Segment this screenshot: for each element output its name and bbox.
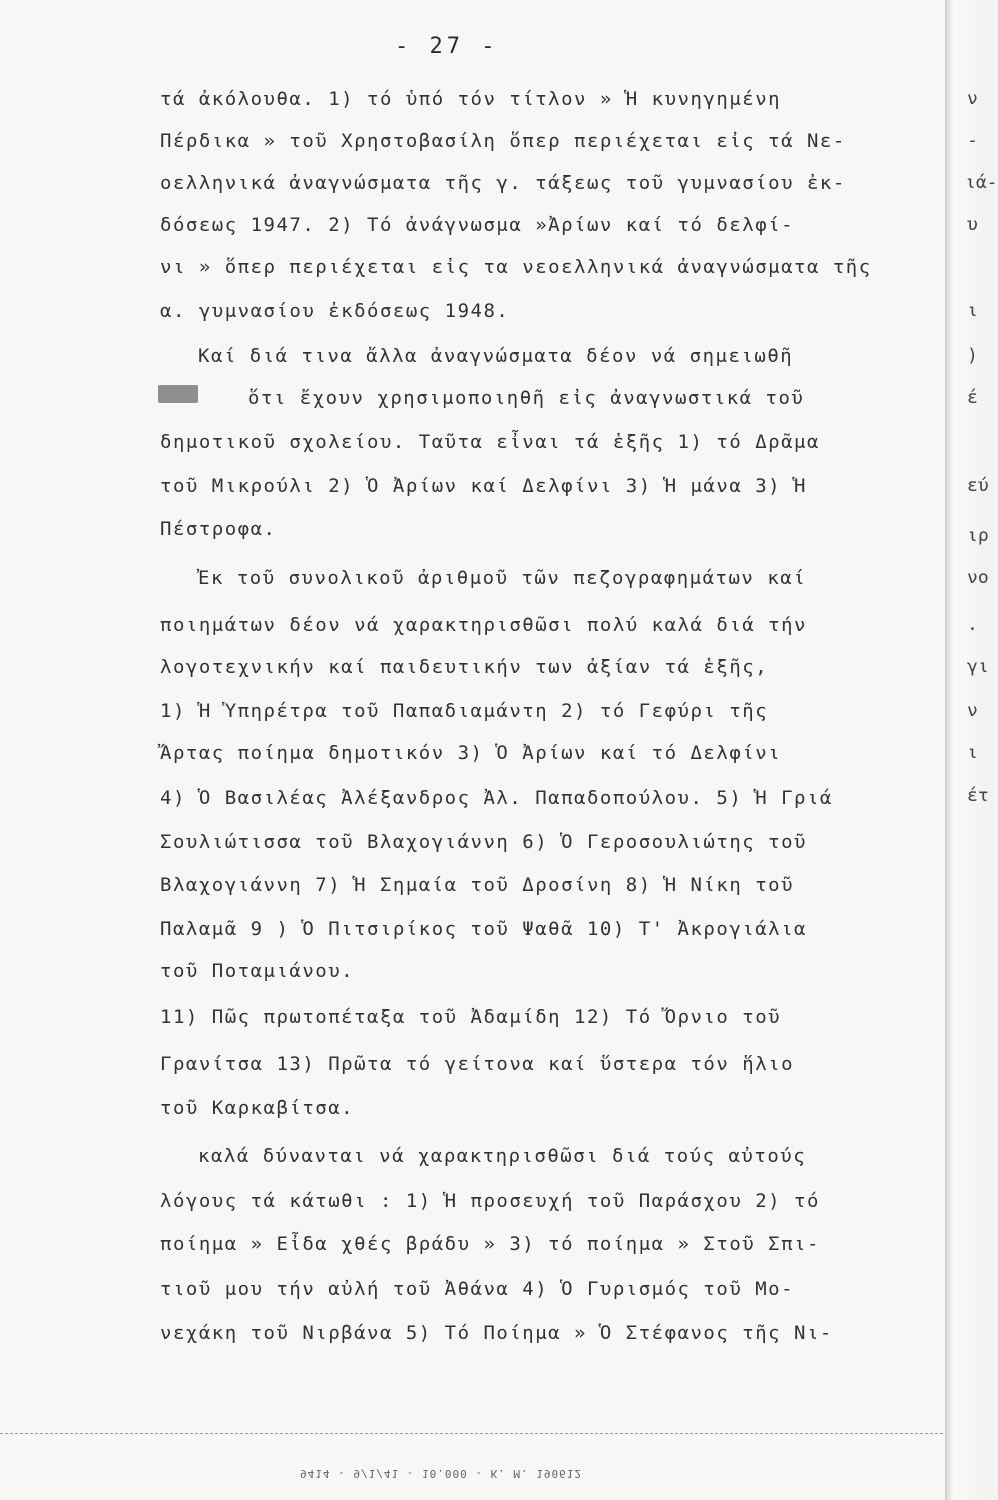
text-line: 4) Ὁ Βασιλέας Ἀλέξανδρος Ἀλ. Παπαδοπούλου. 5) Ἡ Γριά	[160, 787, 833, 809]
text-line: τοῦ Καρκαβίτσα.	[160, 1097, 355, 1119]
text-line: Πέστροφα.	[160, 518, 277, 540]
margin-fragment: ιρ	[967, 525, 989, 546]
margin-fragment: ιά-	[965, 172, 998, 193]
text-line: ὅτι ἔχουν χρησιμοποιηθῆ εἰς ἀναγνωστικά τοῦ	[248, 387, 805, 409]
page-number: - 27 -	[395, 34, 499, 59]
margin-fragment: ν	[967, 88, 978, 109]
text-line: οελληνικά ἀναγνώσματα τῆς γ. τάξεως τοῦ γυμνασίου ἐκ-	[160, 172, 846, 194]
text-line: Ἐκ τοῦ συνολικοῦ ἀριθμοῦ τῶν πεζογραφημάτων καί	[198, 567, 807, 589]
text-line: λογοτεχνικήν καί παιδευτικήν των ἀξίαν τά ἑξῆς,	[160, 656, 769, 678]
margin-fragment: νο	[967, 567, 989, 588]
margin-fragment: .	[967, 614, 978, 635]
margin-fragment: ι	[967, 300, 978, 321]
margin-fragment: υ	[967, 214, 978, 235]
text-line: νι » ὅπερ περιέχεται εἰς τα νεοελληνικά ἀναγνώσματα τῆς	[160, 256, 872, 278]
footer-stamp: 9414 - 9/1/41 - 10.000 - Κ. Μ. 190612	[300, 1467, 583, 1480]
text-line: ποιημάτων δέον νά χαρακτηρισθῶσι πολύ καλά διά τήν	[160, 614, 807, 636]
text-line: δόσεως 1947. 2) Τό ἀνάγνωσμα »Ἀρίων καί τό δελφί-	[160, 214, 795, 236]
text-line: 1) Ἡ Ὑπηρέτρα τοῦ Παπαδιαμάντη 2) τό Γεφύρι τῆς	[160, 700, 769, 722]
margin-fragment: -	[967, 130, 978, 151]
text-line: Ἄρτας ποίημα δημοτικόν 3) Ὁ Ἀρίων καί τό Δελφίνι	[160, 742, 782, 764]
adjacent-page-edge	[945, 0, 998, 1500]
text-line: καλά δύνανται νά χαρακτηρισθῶσι διά τούς αὐτούς	[198, 1145, 807, 1167]
margin-fragment: έτ	[967, 785, 989, 806]
margin-fragment: ι	[967, 742, 978, 763]
text-line: ποίημα » Εἶδα χθές βράδυ » 3) τό ποίημα » Στοῦ Σπι-	[160, 1233, 820, 1255]
margin-fragment: εύ	[967, 475, 989, 496]
bottom-rule	[0, 1433, 948, 1434]
text-line: Καί διά τινα ἄλλα ἀναγνώσματα δέον νά σημειωθῆ	[198, 345, 794, 367]
margin-fragment: γι	[967, 656, 989, 677]
text-line: λόγους τά κάτωθι : 1) Ἡ προσευχή τοῦ Παράσχου 2) τό	[160, 1190, 820, 1212]
text-line: Γρανίτσα 13) Πρῶτα τό γείτονα καί ὕστερα τόν ἥλιο	[160, 1053, 795, 1075]
margin-fragment: ν	[967, 700, 978, 721]
text-line: τοῦ Μικρούλι 2) Ὁ Ἀρίων καί Δελφίνι 3) Ἡ μάνα 3) Ἡ	[160, 475, 807, 497]
margin-fragment: )	[967, 345, 978, 366]
text-line: Πέρδικα » τοῦ Χρηστοβασίλη ὅπερ περιέχεται εἰς τά Νε-	[160, 130, 846, 152]
text-line: τά ἀκόλουθα. 1) τό ὑπό τόν τίτλον » Ἡ κυνηγημένη	[160, 88, 782, 110]
text-line: δημοτικοῦ σχολείου. Ταῦτα εἶναι τά ἑξῆς 1) τό Δρᾶμα	[160, 431, 820, 453]
text-line: α. γυμνασίου ἐκδόσεως 1948.	[160, 300, 510, 322]
ink-blot	[158, 385, 198, 403]
text-line: τοῦ Ποταμιάνου.	[160, 960, 355, 982]
text-line: Παλαμᾶ 9 ) Ὁ Πιτσιρίκος τοῦ Ψαθᾶ 10) Τ' Ἀκρογιάλια	[160, 918, 807, 940]
text-line: 11) Πῶς πρωτοπέταξα τοῦ Ἀδαμίδη 12) Τό Ὄρνιο τοῦ	[160, 1006, 782, 1028]
text-line: τιοῦ μου τήν αὐλή τοῦ Ἀθάνα 4) Ὁ Γυρισμός τοῦ Μο-	[160, 1278, 795, 1300]
text-line: Βλαχογιάννη 7) Ἡ Σημαία τοῦ Δροσίνη 8) Ἡ Νίκη τοῦ	[160, 874, 795, 896]
margin-fragment: έ	[967, 387, 978, 408]
text-line: νεχάκη τοῦ Νιρβάνα 5) Τό Ποίημα » Ὁ Στέφανος τῆς Νι-	[160, 1322, 833, 1344]
text-line: Σουλιώτισσα τοῦ Βλαχογιάννη 6) Ὁ Γεροσουλιώτης τοῦ	[160, 831, 807, 853]
